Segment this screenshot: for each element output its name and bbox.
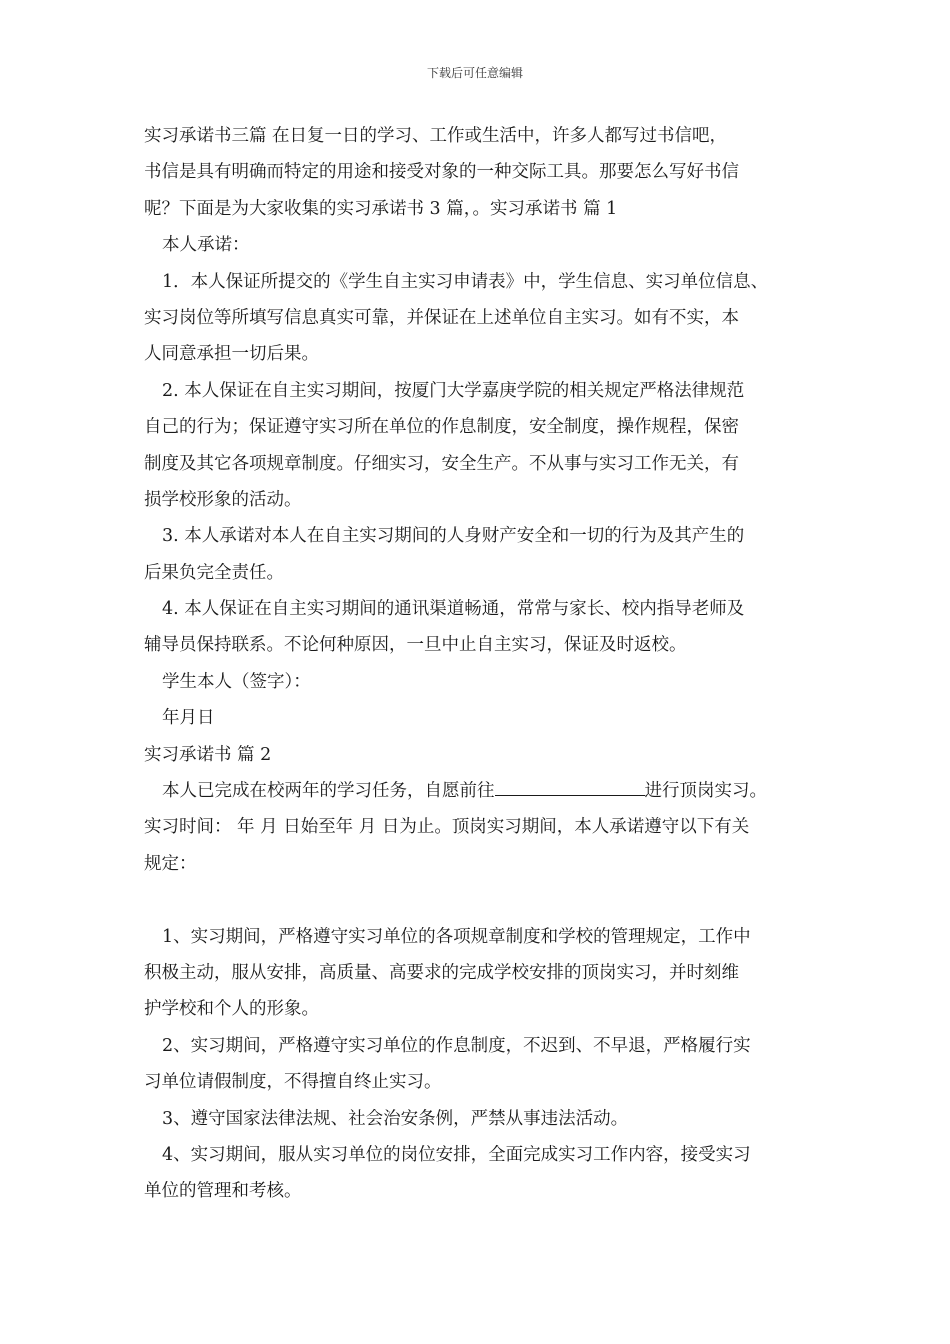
text-segment: 本人已完成在校两年的学习任务，自愿前往 xyxy=(162,781,495,802)
text-line: 4、实习期间，服从实习单位的岗位安排，全面完成实习工作内容，接受实习 xyxy=(162,1144,751,1165)
text-line: 辅导员保持联系。不论何种原因，一旦中止自主实习，保证及时返校。 xyxy=(144,635,687,656)
text-line: 后果负完全责任。 xyxy=(144,562,284,583)
text-line: 本人承诺： xyxy=(162,235,250,256)
text-line: 实习岗位等所填写信息真实可靠，并保证在上述单位自主实习。如有不实，本 xyxy=(144,307,739,328)
text-line: 3. 本人承诺对本人在自主实习期间的人身财产安全和一切的行为及其产生的 xyxy=(162,526,745,547)
fill-in-blank[interactable] xyxy=(495,775,645,796)
text-line: 习单位请假制度，不得擅自终止实习。 xyxy=(144,1072,442,1093)
text-line: 积极主动，服从安排，高质量、高要求的完成学校安排的顶岗实习，并时刻维 xyxy=(144,962,739,983)
document-body xyxy=(144,118,820,1210)
text-line: 1．本人保证所提交的《学生自主实习申请表》中，学生信息、实习单位信息、 xyxy=(162,271,769,292)
signature-line: 学生本人（签字）： xyxy=(162,671,311,692)
page-header: 下载后可任意编辑 xyxy=(426,66,523,80)
text-line: 1、实习期间，严格遵守实习单位的各项规章制度和学校的管理规定，工作中 xyxy=(162,926,751,947)
text-line: 呢？下面是为大家收集的实习承诺书 3 篇，。实习承诺书 篇 1 xyxy=(144,198,618,219)
text-line: 人同意承担一切后果。 xyxy=(144,344,319,365)
section-heading: 实习承诺书 篇 2 xyxy=(144,744,272,765)
blank-line xyxy=(144,882,820,918)
text-line: 护学校和个人的形象。 xyxy=(144,999,319,1020)
text-line xyxy=(144,773,820,809)
text-line: 损学校形象的活动。 xyxy=(144,489,302,510)
date-line: 年月日 xyxy=(162,708,215,729)
text-segment: 进行顶岗实习。 xyxy=(644,781,767,802)
text-line: 2. 本人保证在自主实习期间，按厦门大学嘉庚学院的相关规定严格法律规范 xyxy=(162,380,745,401)
text-line: 制度及其它各项规章制度。仔细实习，安全生产。不从事与实习工作无关，有 xyxy=(144,453,739,474)
text-line: 自己的行为；保证遵守实习所在单位的作息制度，安全制度，操作规程，保密 xyxy=(144,417,739,438)
text-line: 实习承诺书三篇 在日复一日的学习、工作或生活中，许多人都写过书信吧， xyxy=(144,126,728,146)
text-line: 单位的管理和考核。 xyxy=(144,1181,302,1202)
text-line: 4. 本人保证在自主实习期间的通讯渠道畅通，常常与家长、校内指导老师及 xyxy=(162,599,745,620)
text-line: 3、遵守国家法律法规、社会治安条例，严禁从事违法活动。 xyxy=(162,1108,629,1129)
text-line: 实习时间： 年 月 日始至年 月 日为止。顶岗实习期间，本人承诺遵守以下有关 xyxy=(144,817,750,838)
text-line: 规定： xyxy=(144,853,197,874)
text-line: 2、实习期间，严格遵守实习单位的作息制度，不迟到、不早退，严格履行实 xyxy=(162,1035,751,1056)
text-line: 书信是具有明确而特定的用途和接受对象的一种交际工具。那要怎么写好书信 xyxy=(144,162,739,183)
